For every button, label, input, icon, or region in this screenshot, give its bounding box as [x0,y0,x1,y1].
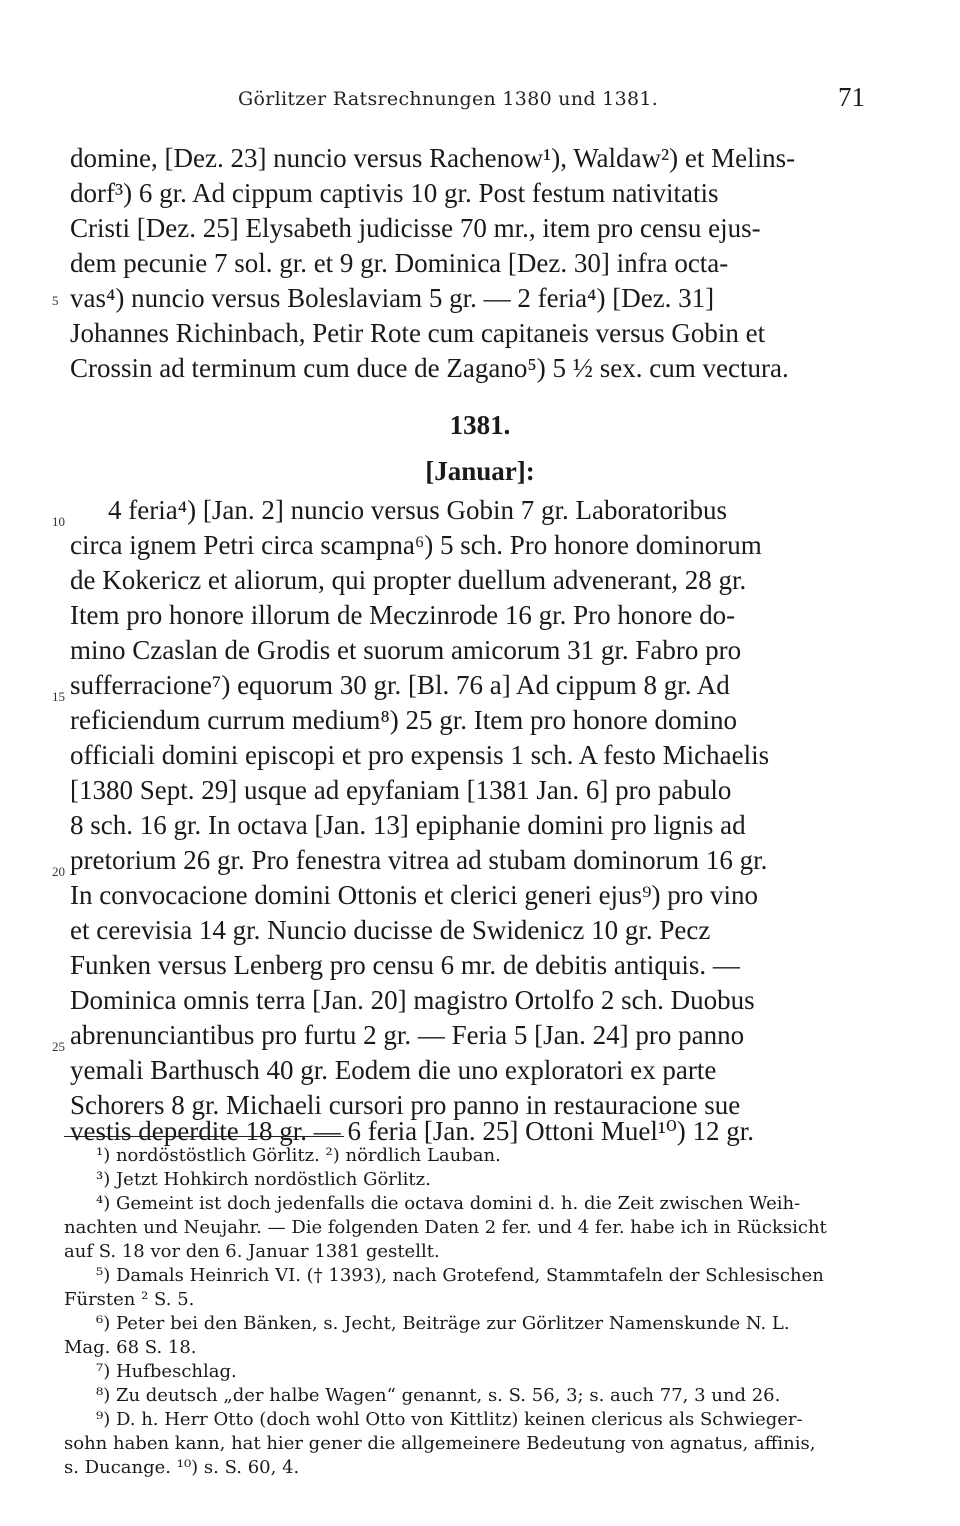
text-line: yemali Barthusch 40 gr. Eodem die uno exploratori ex parte [70,1055,717,1085]
text-line: vas⁴) nuncio versus Boleslaviam 5 gr. — 2 feria⁴) [Dez. 31] [70,283,715,313]
line-number: 25 [52,1039,65,1054]
line-number: 5 [52,293,59,308]
text-line: sufferracione⁷) equorum 30 gr. [Bl. 76 a] Ad cippum 8 gr. Ad [70,670,730,700]
footnote-line: s. Ducange. ¹⁰) s. S. 60, 4. [64,1457,300,1478]
text-line: Cristi [Dez. 25] Elysabeth judicisse 70 mr., item pro censu ejus- [70,213,761,243]
footnote-line: ⁴) Gemeint ist doch jedenfalls die octava domini d. h. die Zeit zwischen Weih- [96,1193,801,1214]
text-line: Item pro honore illorum de Meczinrode 16 gr. Pro honore do- [70,600,736,630]
footnote-line: ³) Jetzt Hohkirch nordöstlich Görlitz. [96,1169,431,1190]
text-line: abrenunciantibus pro furtu 2 gr. — Feria 5 [Jan. 24] pro panno [70,1020,745,1050]
footnote-line: ⁶) Peter bei den Bänken, s. Jecht, Beiträge zur Görlitzer Namenskunde N. L. [96,1313,790,1334]
text-line: et cerevisia 14 gr. Nuncio ducisse de Swidenicz 10 gr. Pecz [70,915,711,945]
footnote-rule [64,1136,344,1137]
text-line: 4 feria⁴) [Jan. 2] nuncio versus Gobin 7 gr. Laboratoribus [108,495,728,525]
footnote-line: ⁷) Hufbeschlag. [96,1361,237,1382]
footnote-line: sohn haben kann, hat hier gener die allgemeinere Bedeutung von agnatus, affinis, [64,1433,816,1454]
page-header [0,82,960,118]
text-line: officiali domini episcopi et pro expensis 1 sch. A festo Michaelis [70,740,770,770]
text-line: pretorium 26 gr. Pro fenestra vitrea ad stubam dominorum 16 gr. [70,845,768,875]
text-line: 8 sch. 16 gr. In octava [Jan. 13] epiphanie domini pro lignis ad [70,810,746,840]
page-number: 71 [838,82,865,112]
footnote-line: ⁵) Damals Heinrich VI. († 1393), nach Grotefend, Stammtafeln der Schlesischen [96,1265,824,1286]
footnote-line: Mag. 68 S. 18. [64,1337,197,1358]
footnote-line: ¹) nordöstöstlich Görlitz. ²) nördlich Lauban. [96,1145,501,1166]
footnote-line: auf S. 18 vor den 6. Januar 1381 gestellt. [64,1241,440,1262]
text-line: Johannes Richinbach, Petir Rote cum capitaneis versus Gobin et [70,318,766,348]
text-line: reficiendum currum medium⁸) 25 gr. Item pro honore domino [70,705,737,735]
text-line: Schorers 8 gr. Michaeli cursori pro panno in restauracione sue [70,1090,741,1120]
text-line: dorf³) 6 gr. Ad cippum captivis 10 gr. Post festum nativitatis [70,178,719,208]
month-heading: [Januar]: [425,456,535,486]
text-line: dem pecunie 7 sol. gr. et 9 gr. Dominica [Dez. 30] infra octa- [70,248,729,278]
footnote-line: ⁹) D. h. Herr Otto (doch wohl Otto von Kittlitz) keinen clericus als Schwieger- [96,1409,803,1430]
footnote-line: Fürsten ² S. 5. [64,1289,195,1310]
text-line: vestis deperdite 18 gr. — 6 feria [Jan. 25] Ottoni Muel¹⁰) 12 gr. [70,1116,755,1146]
line-number: 10 [52,514,65,529]
text-line: Crossin ad terminum cum duce de Zagano⁵) 5 ½ sex. cum vectura. [70,353,789,383]
line-number: 15 [52,689,65,704]
footnote-line: ⁸) Zu deutsch „der halbe Wagen“ genannt, s. S. 56, 3; s. auch 77, 3 und 26. [96,1385,781,1406]
text-line: [1380 Sept. 29] usque ad epyfaniam [1381 Jan. 6] pro pabulo [70,775,732,805]
text-line: Funken versus Lenberg pro censu 6 mr. de debitis antiquis. — [70,950,740,980]
text-line: domine, [Dez. 23] nuncio versus Rachenow¹), Waldaw²) et Melins- [70,143,796,173]
text-line: de Kokericz et aliorum, qui propter duellum advenerant, 28 gr. [70,565,747,595]
year-heading: 1381. [449,410,511,440]
text-line: Dominica omnis terra [Jan. 20] magistro Ortolfo 2 sch. Duobus [70,985,755,1015]
running-title: Görlitzer Ratsrechnungen 1380 und 1381. [238,88,659,110]
line-number: 20 [52,864,65,879]
footnote-line: nachten und Neujahr. — Die folgenden Daten 2 fer. und 4 fer. habe ich in Rücksicht [64,1217,827,1238]
text-line: mino Czaslan de Grodis et suorum amicorum 31 gr. Fabro pro [70,635,742,665]
text-line: In convocacione domini Ottonis et clerici generi ejus⁹) pro vino [70,880,758,910]
text-line: circa ignem Petri circa scampna⁶) 5 sch. Pro honore dominorum [70,530,762,560]
